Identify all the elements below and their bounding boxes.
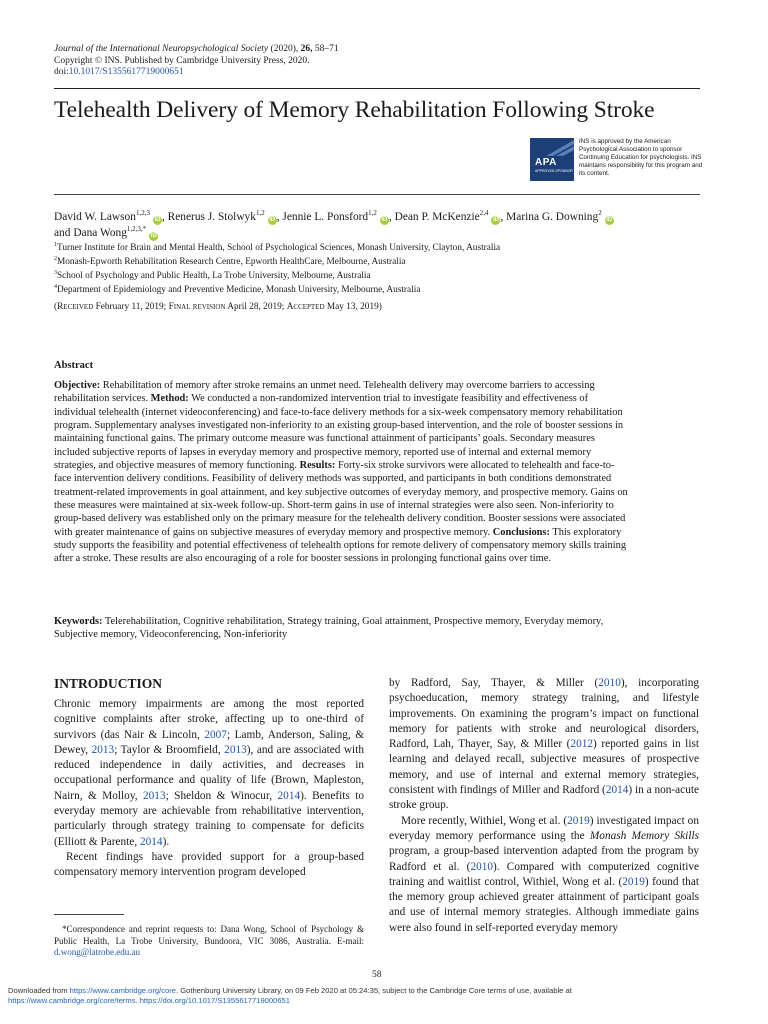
text-run: ) in a non-acute stroke group. xyxy=(389,784,699,812)
citation-link[interactable]: 2013 xyxy=(91,743,115,756)
journal-volume: 26, xyxy=(300,44,313,54)
text-run: program, a group-based intervention adapted from the program by Radford et al. ( xyxy=(389,845,699,873)
doi-line xyxy=(54,67,339,79)
citation-link[interactable]: 2019 xyxy=(567,814,590,827)
objective-text: Rehabilitation of memory after stroke remains an unmet need. Telehealth delivery may overcome barriers to accessing rehabilitation services. xyxy=(54,380,595,405)
citation-link[interactable]: 2014 xyxy=(277,789,301,802)
text-run: by Radford, Say, Thayer, & Miller ( xyxy=(389,677,599,689)
accepted-label: Accepted xyxy=(286,302,325,312)
author-affil-sup: 1,2 xyxy=(368,209,377,218)
affiliation-num: 1 xyxy=(54,241,57,248)
header-rule xyxy=(54,88,700,89)
text-run: ). Benefits to everyday memory are achievable from rehabilitative intervention, particularly through strategy training to compensate for deficits (Elliott & Parente, xyxy=(54,789,364,848)
copyright-line: Copyright © INS. Published by Cambridge University Press, 2020. xyxy=(54,55,310,66)
author-name: Dana Wong xyxy=(73,226,127,239)
intro-column-left xyxy=(54,697,364,881)
text-run: ; Lamb, Anderson, Saling, & Dewey, xyxy=(54,728,365,756)
orcid-icon[interactable]: iD xyxy=(606,217,613,223)
doi-url-link[interactable]: https://doi.org/10.1017/S1355617719000651 xyxy=(139,996,291,1005)
objective-label: Objective: xyxy=(54,380,101,391)
affiliation-text: Department of Epidemiology and Preventive Medicine, Monash University, Melbourne, Australia xyxy=(57,285,421,295)
citation-link[interactable]: 2013 xyxy=(143,789,166,802)
text-run: . Gothenburg University Library, on 09 Feb 2020 at 05:24:35, subject to the Cambridge Core terms of use, available at xyxy=(176,986,572,995)
affiliation-item xyxy=(54,283,500,297)
affiliation-num: 4 xyxy=(54,283,57,290)
author-affil-sup: 1,2,3,* xyxy=(126,224,147,233)
author-affil-sup: 2,4 xyxy=(479,209,489,218)
text-run: ). xyxy=(162,835,170,848)
page-number: 58 xyxy=(372,970,382,980)
journal-year: (2020), xyxy=(270,44,299,54)
affiliation-num: 3 xyxy=(54,269,57,276)
affiliation-item xyxy=(54,269,500,283)
revision-label: Final revision xyxy=(168,302,226,312)
intro-paragraph: Recent findings have provided support for a group-based compensatory memory intervention program developed xyxy=(54,850,364,879)
intro-heading: INTRODUCTION xyxy=(54,676,163,691)
author-affil-sup: 1,2,3 xyxy=(135,209,150,218)
abstract-heading: Abstract xyxy=(54,360,94,371)
citation-link[interactable]: 2012 xyxy=(570,738,594,751)
program-name: Monash Memory Skills xyxy=(589,829,699,842)
affiliation-list xyxy=(54,241,500,297)
orcid-icon[interactable]: iD xyxy=(381,217,388,223)
text-run: ) investigated impact on everyday memory performance using the xyxy=(389,814,699,842)
method-text: We conducted a non-randomized intervention trial to investigate feasibility and effectiveness of individual telehealth (internet videoconferencing) and face-to-face delivery methods for a six-week compensatory memory rehabilitation program. Supplementary analyses investigated non-inferiority to an existing group-based intervention, and the role of booster sessions in maintaining functional gains. The primary outcome measure was functional attainment of participants’ goals. Secondary measures included subjective reports of lapses in everyday memory and prospective memory, reported use of internal and external memory strategies, and objective measures of memory functioning. xyxy=(54,393,624,472)
apa-stripes-graphic xyxy=(530,138,574,156)
citation-link[interactable]: 2010 xyxy=(598,677,621,689)
terms-link[interactable]: https://www.cambridge.org/core/terms xyxy=(8,996,136,1005)
orcid-icon[interactable]: iD xyxy=(150,232,157,239)
accepted-date: May 13, 2019) xyxy=(326,302,382,312)
revision-date: April 28, 2019; xyxy=(227,302,285,312)
citation-link[interactable]: 2013 xyxy=(224,743,247,756)
text-run: Chronic memory impairments are among the most reported cognitive complaints after stroke, affecting up to one-third of survivors (das Nair & Lincoln, xyxy=(54,698,364,741)
journal-citation xyxy=(54,44,339,56)
keywords-label: Keywords: xyxy=(54,616,103,627)
intro-paragraph xyxy=(389,814,699,936)
intro-paragraph xyxy=(54,697,364,850)
affiliation-item xyxy=(54,241,500,255)
and-word: and xyxy=(54,226,71,239)
footnote-rule xyxy=(54,914,124,915)
received-label: Received xyxy=(57,302,94,312)
citation-link[interactable]: 2014 xyxy=(139,835,163,848)
doi-link[interactable]: 10.1017/S1355617719000651 xyxy=(68,67,184,77)
text-run: ), incorporating psychoeducation, memory strategy training, and lifestyle improvements. On examining the program’s impact on functional memory for patients with stroke and neurological disorders, Radford, Lah, Thayer, Say, & Miller ( xyxy=(389,677,699,751)
affiliation-num: 2 xyxy=(54,255,57,262)
citation-link[interactable]: 2007 xyxy=(204,728,227,741)
download-notice xyxy=(8,986,760,1006)
orcid-icon[interactable]: iD xyxy=(154,217,161,223)
text-run: ) reported gains in list learning and delayed recall, subjective measures of prospective memory, and use of internal and external memory strategies, consistent with findings of Miller and Radford ( xyxy=(389,738,699,797)
journal-header xyxy=(54,44,339,79)
footnote-text: *Correspondence and reprint requests to: Dana Wong, School of Psychology & Public Health, La Trobe University, Bundoora, VIC 3086, Australia. E-mail: xyxy=(54,924,364,946)
orcid-icon[interactable]: iD xyxy=(492,217,499,223)
apa-logo-text: APA xyxy=(535,157,557,168)
intro-paragraph xyxy=(389,676,699,814)
results-label: Results: xyxy=(299,460,336,472)
intro-column-right xyxy=(389,676,699,936)
conclusions-label: Conclusions: xyxy=(492,526,550,538)
article-dates: (Received February 11, 2019; Final revision April 28, 2019; Accepted May 13, 2019) xyxy=(54,302,382,312)
author-name: Jennie L. Ponsford xyxy=(282,211,369,223)
author-name: David W. Lawson xyxy=(54,211,136,223)
orcid-icon[interactable]: iD xyxy=(269,217,276,223)
received-date: February 11, 2019; xyxy=(95,302,167,312)
affiliation-text: Monash-Epworth Rehabilitation Research Centre, Epworth HealthCare, Melbourne, Australia xyxy=(57,257,406,267)
apa-sponsor-logo xyxy=(530,138,574,181)
journal-name: Journal of the International Neuropsychological Society xyxy=(54,44,269,54)
apa-note: INS is approved by the American Psychological Association to sponsor Continuing Education for psychologists. INS maintains responsibility for this program and its content. xyxy=(579,138,703,177)
keywords-text: Telerehabilitation, Cognitive rehabilitation, Strategy training, Goal attainment, Prospective memory, Everyday memory, Subjective memory, Videoconferencing, Non-inferiority xyxy=(54,616,604,641)
text-run: ), and are associated with reduced independence in daily activities, and decreases in occupational performance and quality of life (Brown, Mapleston, Nairn, & Molloy, xyxy=(54,743,364,802)
author-name: Renerus J. Stolwyk xyxy=(167,211,256,223)
citation-link[interactable]: 2019 xyxy=(622,875,645,888)
journal-pages: 58–71 xyxy=(314,44,339,54)
results-text: Forty-six stroke survivors were allocated to telehealth and face-to-face intervention delivery conditions. Feasibility of delivery methods was supported, and participants in both conditions demonstrated treatment-related improvements in goal attainment, and key subjective outcomes of everyday memory, and prospective memory. Gains on these measures were maintained at six-week follow-up. Short-term gains in use of internal strategies were also seen. Non-inferiority to group-based delivery was established only on the primary measure for the telehealth delivery condition. Booster sessions were associated with greater maintenance of gains on subjective measures of everyday memory and prospective memory. xyxy=(54,460,628,538)
text-run: . xyxy=(135,996,140,1005)
conclusions-text: This exploratory study supports the feasibility and potential effectiveness of telehealth options for remote delivery of compensatory memory skills training after a stroke. These results are also encouraging of a role for booster sessions in prolonging functional gains over time. xyxy=(54,526,627,565)
method-label: Method: xyxy=(150,393,189,405)
text-run: ). Compared with computerized cognitive training and waitlist control, Withiel, Wong et al. ( xyxy=(389,860,699,888)
keywords xyxy=(54,615,628,642)
email-link[interactable]: d.wong@latrobe.edu.au xyxy=(54,947,141,957)
text-run: More recently, Withiel, Wong et al. ( xyxy=(401,814,568,827)
text-run: ; Sheldon & Winocur, xyxy=(165,789,278,802)
article-title: Telehealth Delivery of Memory Rehabilitation Following Stroke xyxy=(54,97,655,123)
author-name: Marina G. Downing xyxy=(506,211,599,223)
author-affil-sup: 2 xyxy=(598,209,602,218)
author-name: Dean P. McKenzie xyxy=(394,211,480,223)
author-affil-sup: 1,2 xyxy=(255,209,265,218)
apa-logo-subtext: APPROVED SPONSOR xyxy=(535,169,573,173)
affiliation-text: Turner Institute for Brain and Mental Health, School of Psychological Sciences, Monash University, Clayton, Australia xyxy=(57,243,501,253)
author-list: David W. Lawson$^{1,2,3}$iD , Renerus J. Stolwyk$^{1,2}$iD , Jennie L. Ponsford$^{1,2}$iD , Dean P. McKenzie$^{2,4}$iD , Marina G. Downing$^2$iD and Dana Wong$^{1,2,3,*}$iD xyxy=(54,209,613,239)
abstract-body xyxy=(54,379,628,566)
author-rule xyxy=(54,194,700,195)
citation-link[interactable]: 2010 xyxy=(470,860,494,873)
doi-prefix: doi: xyxy=(54,67,69,77)
text-run: ) found that the memory group achieved greater attainment of participant goals and use of internal memory strategies. Although immediate gains were also found in self-reported everyday memory xyxy=(389,875,699,934)
affiliation-text: School of Psychology and Public Health, La Trobe University, Melbourne, Australia xyxy=(57,271,371,281)
citation-link[interactable]: 2014 xyxy=(605,784,629,797)
affiliation-item xyxy=(54,255,500,269)
cambridge-core-link[interactable]: https://www.cambridge.org/core xyxy=(69,986,176,995)
text-run: Downloaded from xyxy=(8,986,70,995)
correspondence-footnote xyxy=(54,924,364,959)
text-run: ; Taylor & Broomfield, xyxy=(114,743,225,756)
